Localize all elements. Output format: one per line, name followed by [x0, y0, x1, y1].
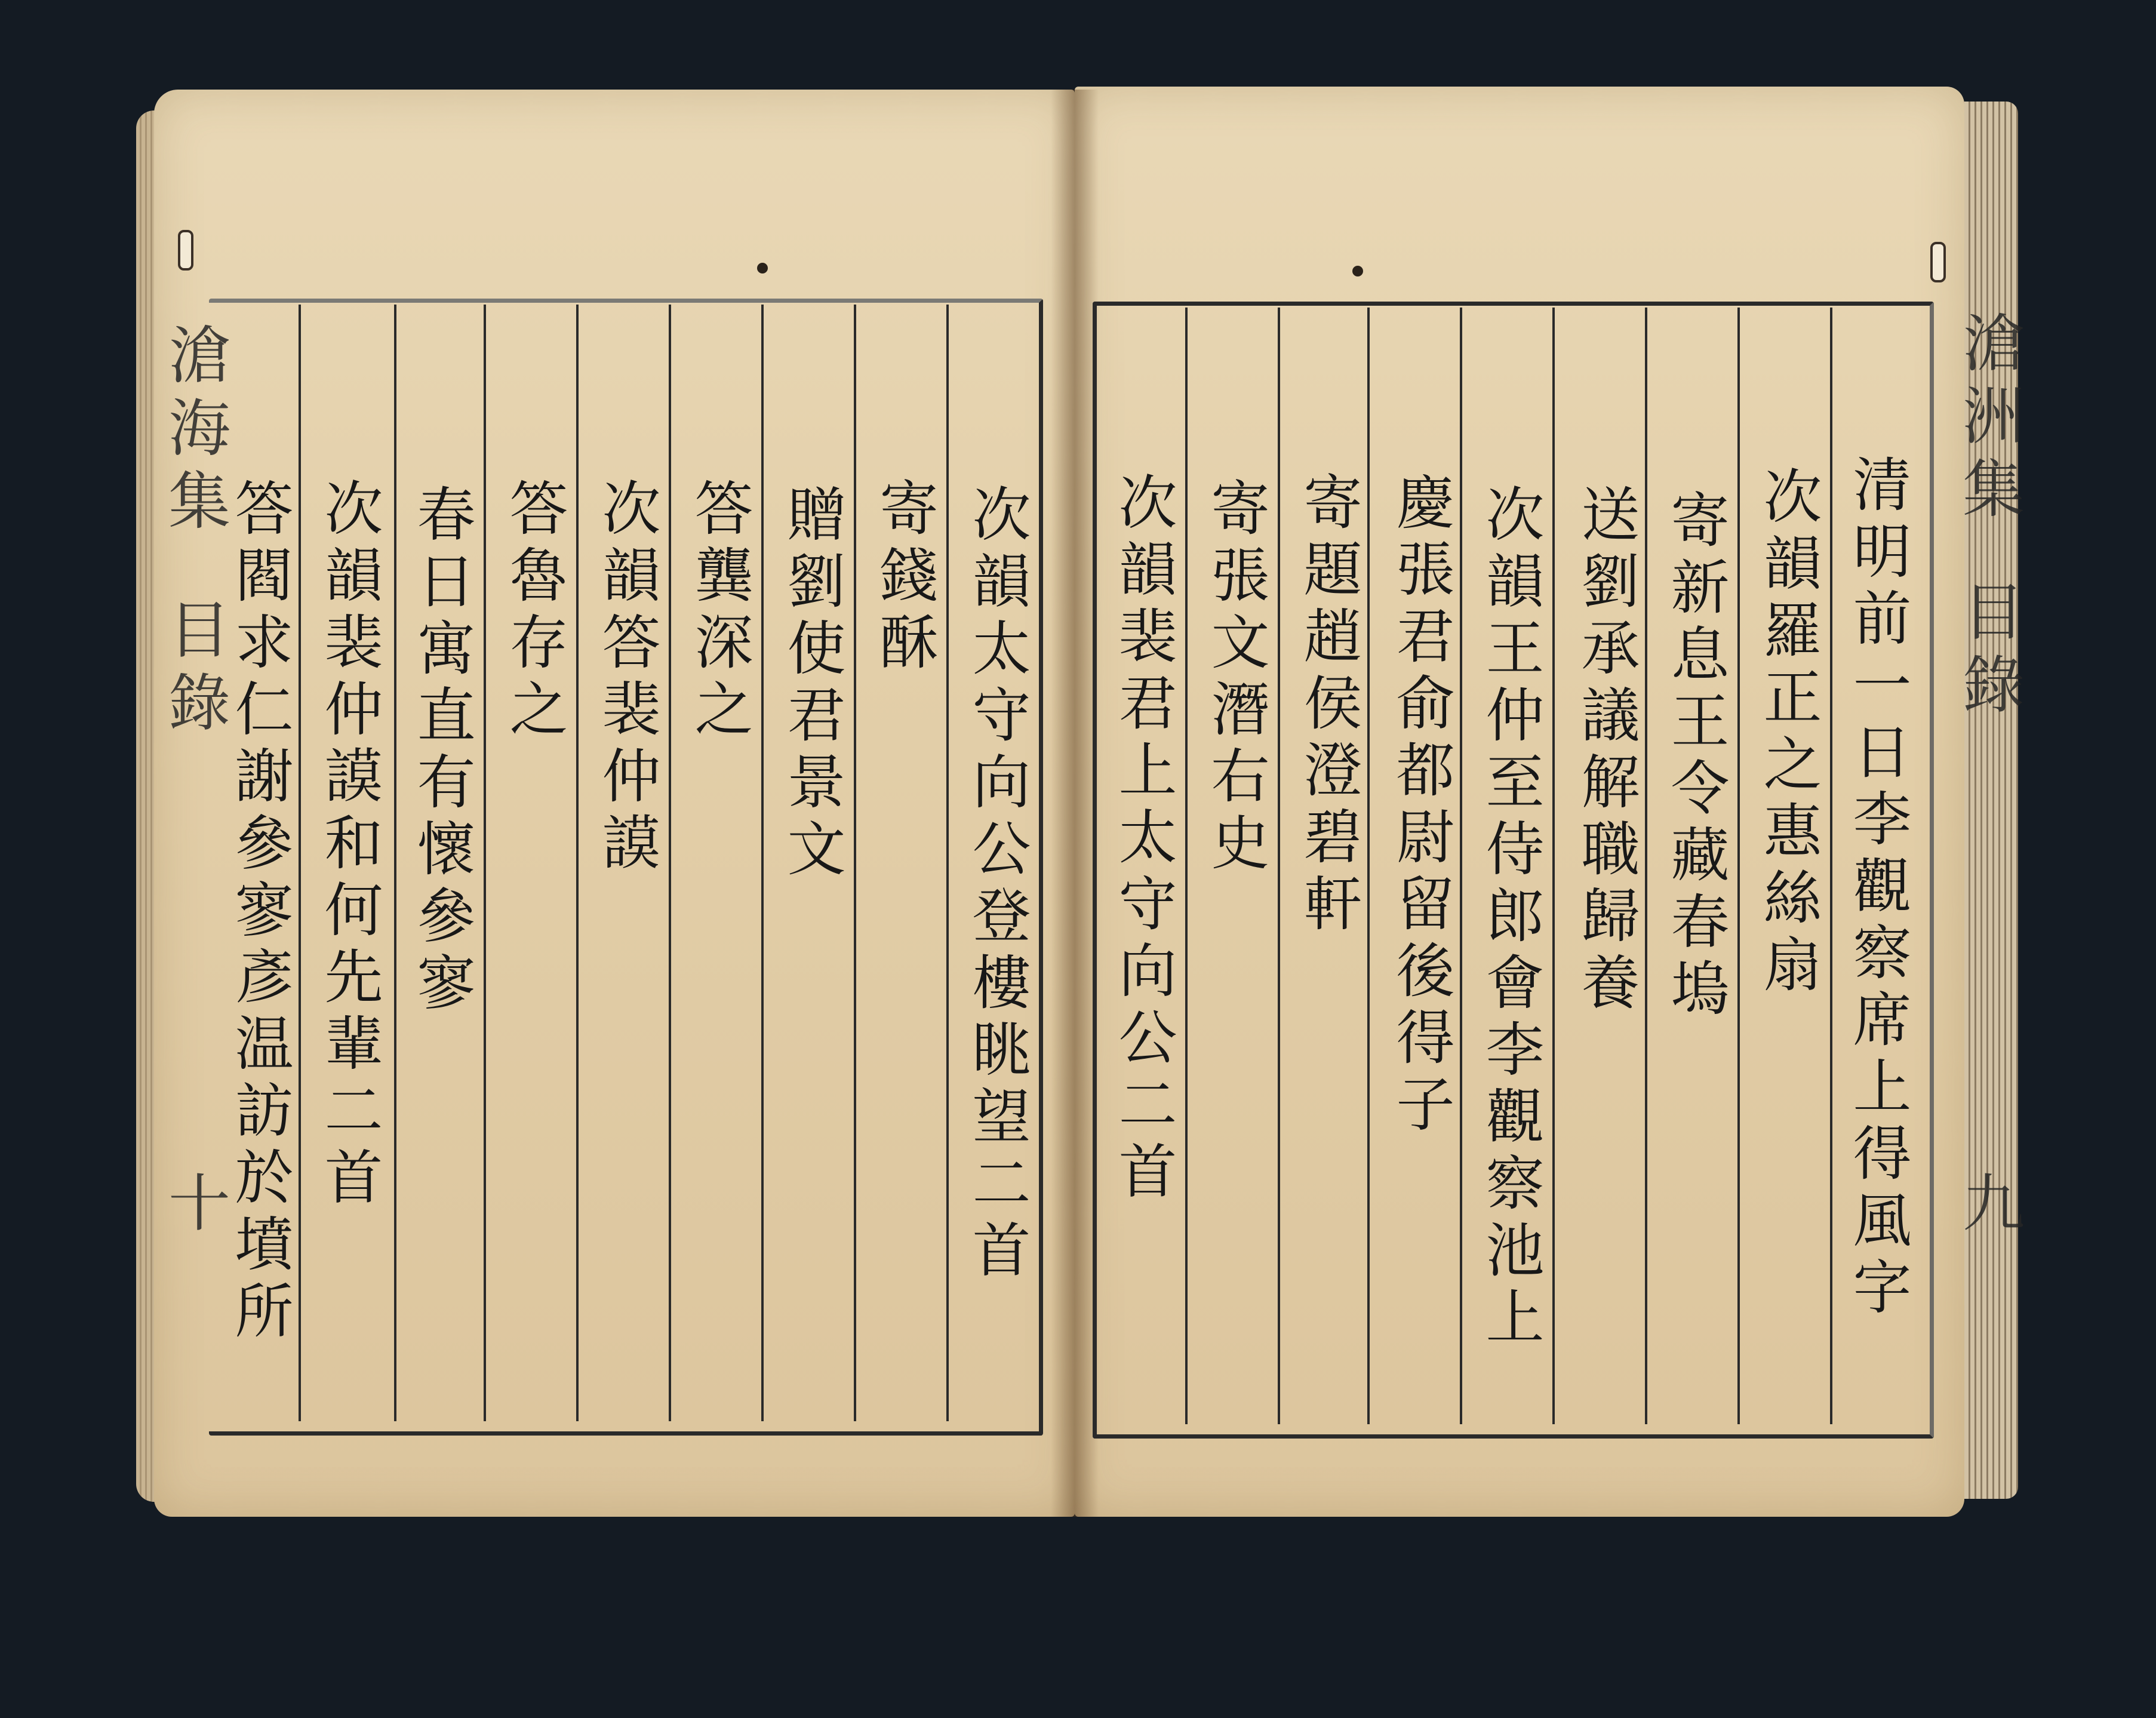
column-rule	[946, 305, 949, 1421]
toc-entry: 慶張君俞都尉留後得子	[1386, 472, 1454, 1141]
left-margin-title: 滄海集	[158, 322, 230, 541]
toc-entry: 答龔深之	[685, 478, 753, 745]
column-rule	[484, 305, 486, 1421]
column-rule	[854, 305, 856, 1421]
column-rule	[1278, 308, 1280, 1424]
left-margin-number: 十	[158, 1170, 230, 1243]
toc-entry: 次韻羅正之惠絲扇	[1754, 466, 1822, 1001]
column-rule	[1367, 308, 1370, 1424]
binding-hole	[1352, 266, 1363, 276]
column-rule	[1460, 308, 1462, 1424]
toc-entry: 次韻裴君上太守向公二首	[1109, 472, 1177, 1207]
column-rule	[1830, 308, 1832, 1424]
right-margin-section: 目錄	[1952, 579, 2025, 725]
binding-hole	[757, 263, 768, 273]
toc-entry: 贈劉使君景文	[777, 484, 845, 885]
left-margin-section: 目錄	[158, 597, 230, 743]
column-rule	[394, 305, 396, 1421]
toc-entry: 答魯存之	[500, 478, 568, 745]
column-rule	[761, 305, 764, 1421]
toc-entry: 次韻裴仲謨和何先輩二首	[315, 478, 383, 1213]
right-margin-title: 滄洲集	[1952, 311, 2025, 529]
toc-entry: 答閻求仁謝參寥彥温訪於墳所	[225, 478, 293, 1347]
column-rule	[576, 305, 579, 1421]
toc-entry: 寄張文潛右史	[1201, 478, 1269, 879]
toc-entry: 次韻答裴仲謨	[592, 478, 660, 879]
right-margin-number: 九	[1952, 1170, 2025, 1243]
binding-crease	[1930, 242, 1946, 282]
column-rule	[1737, 308, 1740, 1424]
column-rule	[1185, 308, 1188, 1424]
toc-entry: 送劉承議解職歸養	[1571, 484, 1640, 1019]
toc-entry: 寄題趙侯澄碧軒	[1294, 472, 1362, 940]
column-rule	[299, 305, 301, 1421]
toc-entry: 次韻太守向公登樓眺望二首	[962, 484, 1031, 1286]
toc-entry: 清明前一日李觀察席上得風字	[1843, 454, 1911, 1323]
toc-entry: 寄錢酥	[870, 478, 938, 678]
toc-entry: 春日寓直有懷參寥	[407, 484, 475, 1019]
column-rule	[669, 305, 671, 1421]
column-rule	[1552, 308, 1555, 1424]
column-rule	[1645, 308, 1647, 1424]
book-gutter	[1051, 90, 1099, 1517]
binding-crease	[178, 230, 193, 271]
toc-entry: 次韻王仲至侍郎會李觀察池上	[1476, 484, 1544, 1353]
toc-entry: 寄新息王令藏春塢	[1661, 490, 1729, 1025]
